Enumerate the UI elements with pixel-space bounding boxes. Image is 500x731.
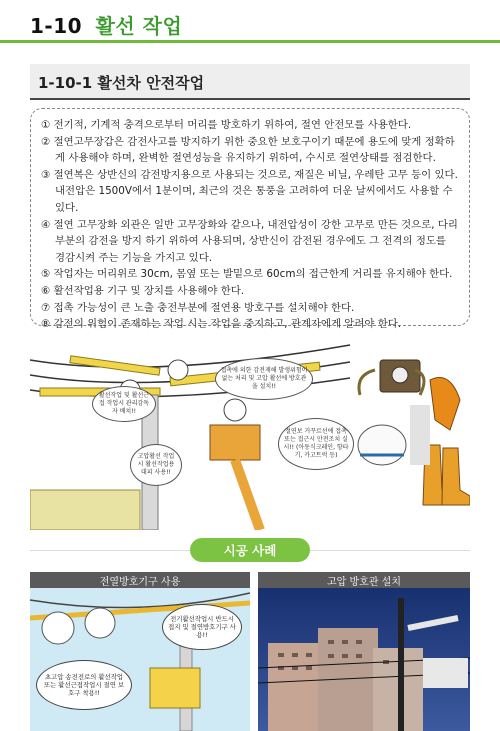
apartment-photo — [258, 588, 470, 731]
speech-bubble: 전기활선작업시 반드시 접지 및 절연방호기구 사용!! — [162, 604, 242, 650]
safety-item: ⑦ 접촉 가능성이 큰 노출 충전부분에 절연용 방호구를 설치해야 한다. — [41, 301, 355, 314]
speech-bubble: 고압활선 작업시 활선작업용 대피 사용!! — [130, 444, 182, 486]
safety-item: ③ 절연복은 상반신의 감전방지용으로 사용되는 것으로, 재질은 비닐, 우레탄 고무 등이 있다. 내전압은 1500V에서 1분이며, 최근의 것은 통풍을 고려하여 더운 날씨에서도 사용할 수 있다. — [41, 168, 458, 214]
chapter-number: 1-10 — [30, 14, 83, 38]
photo-high-voltage-cover — [258, 588, 470, 731]
safety-item: ② 절연고무장갑은 감전사고를 방지하기 위한 중요한 보호구이기 때문에 용도에 맞게 정확하게 사용해야 하며, 완벽한 절연성능을 유지하기 위하여, 수시로 절연상태를 점검한다. — [41, 135, 455, 165]
safety-item: ① 전기적, 기계적 충격으로부터 머리를 방호하기 위하여, 절연 안전모를 사용한다. — [41, 119, 412, 131]
photo-caption: 전열방호기구 사용 — [30, 572, 250, 588]
safety-items-box — [30, 108, 470, 331]
safety-items-list — [41, 117, 459, 333]
chapter-heading — [30, 10, 182, 39]
illustration — [30, 340, 470, 530]
header-rule — [0, 40, 500, 43]
chapter-title: 활선 작업 — [95, 14, 183, 38]
speech-bubble: 초고압 송전전로의 활선작업 또는 활선근접작업시 절연 보호구 착용!! — [36, 660, 132, 710]
speech-bubble: 절연보 거꾸르선에 접촉 또는 접근시 안전조치 실시!! (아동식크레인, 항타기, 카고트럭 등) — [278, 418, 354, 470]
section-header — [30, 64, 470, 100]
safety-item: ④ 절연 고무장화 외관은 일반 고무장화와 같으나, 내전압성이 강한 고무로 만든 것으로, 다리부분의 감전을 방지 하기 위하여 사용되며, 상반신이 감전된 경우에도 그 전격의 정도를 경감시켜 주는 기능을 가지고 있다. — [41, 218, 458, 264]
photo-insulation-equipment — [30, 588, 250, 731]
section-title: 1-10-1 활선차 안전작업 — [38, 74, 205, 92]
page-header — [0, 0, 500, 44]
safety-item: ⑧ 감전의 위험이 존재하는 작업 시는 작업을 중지하고, 관계자에게 알려야 한다. — [41, 318, 402, 331]
safety-item: ⑤ 작업자는 머리위로 30cm, 몸옆 또는 발밑으로 60cm의 접근한계 거리를 유지해야 한다. — [41, 268, 453, 281]
photo-caption: 고압 방호관 설치 — [258, 572, 470, 588]
case-label: 시공 사례 — [190, 538, 310, 562]
safety-item: ⑥ 활선작업용 기구 및 장치를 사용해야 한다. — [41, 284, 245, 297]
speech-bubble: 활선작업 및 활선근접 작업시 관리감독자 배치!! — [92, 386, 156, 422]
speech-bubble: 접촉에 의한 감전재해 발생위험이 없는 처리 및 고압 활선에 방호관을 설치!! — [215, 358, 313, 400]
